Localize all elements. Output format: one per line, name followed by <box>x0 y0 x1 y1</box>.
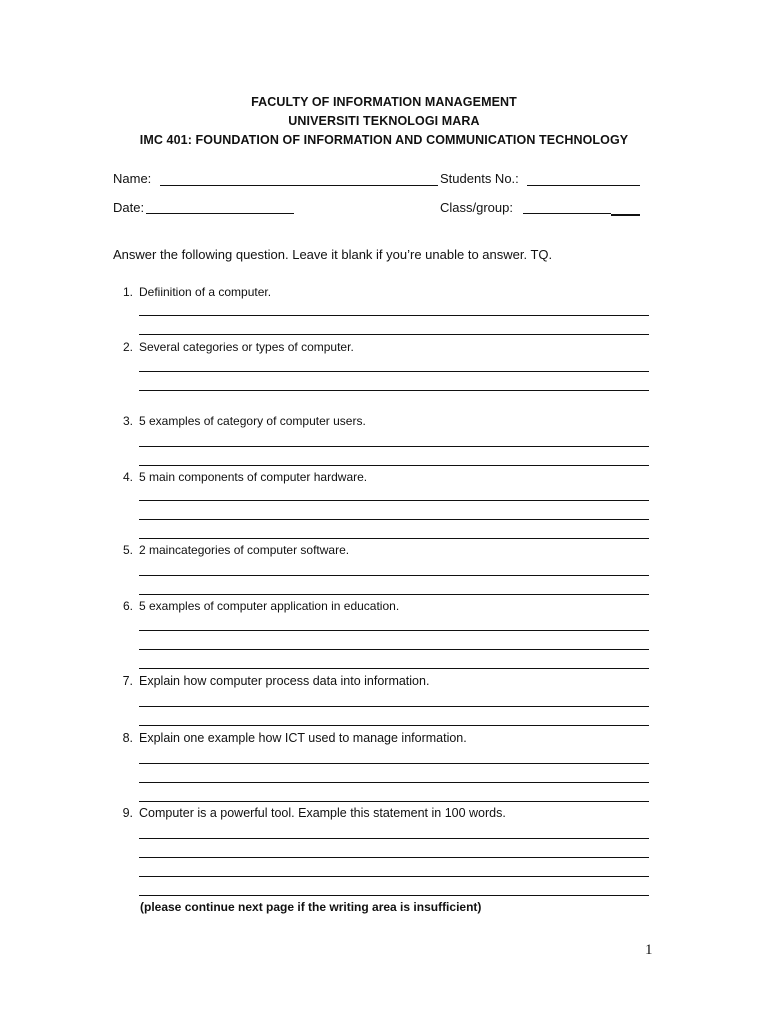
answer-line[interactable] <box>139 895 649 896</box>
question-number: 9. <box>122 806 133 820</box>
answer-line[interactable] <box>139 315 649 316</box>
university-heading: UNIVERSITI TEKNOLOGI MARA <box>288 114 480 128</box>
date-label: Date: <box>113 200 145 215</box>
students-no-label: Students No.: <box>440 171 519 186</box>
continue-note: (please continue next page if the writing area is insufficient) <box>140 900 482 914</box>
question-number: 3. <box>122 414 133 428</box>
name-field[interactable] <box>160 185 438 186</box>
answer-line[interactable] <box>139 801 649 802</box>
answer-line[interactable] <box>139 668 649 669</box>
answer-line[interactable] <box>139 390 649 391</box>
question-text: 5 examples of computer application in education. <box>139 599 400 613</box>
answer-line[interactable] <box>139 838 649 839</box>
answer-line[interactable] <box>139 538 649 539</box>
question-text: Defiinition of a computer. <box>139 285 272 299</box>
answer-line[interactable] <box>139 575 649 576</box>
question-number: 8. <box>122 731 133 745</box>
faculty-heading: FACULTY OF INFORMATION MANAGEMENT <box>251 95 517 109</box>
students-no-field[interactable] <box>527 185 640 186</box>
page-number: 1 <box>645 942 653 958</box>
class-group-field[interactable] <box>523 213 611 214</box>
answer-line[interactable] <box>139 334 649 335</box>
instructions-text: Answer the following question. Leave it blank if you’re unable to answer. TQ. <box>113 247 553 262</box>
question-number: 5. <box>122 543 133 557</box>
course-heading: IMC 401: FOUNDATION OF INFORMATION AND COMMUNICATION TECHNOLOGY <box>139 133 629 147</box>
question-text: Explain how computer process data into information. <box>139 674 430 688</box>
answer-line[interactable] <box>139 371 649 372</box>
question-text: 5 main components of computer hardware. <box>139 470 368 484</box>
answer-line[interactable] <box>139 500 649 501</box>
answer-line[interactable] <box>139 857 649 858</box>
question-number: 2. <box>122 340 133 354</box>
class-group-label: Class/group: <box>440 200 513 215</box>
question-number: 4. <box>122 470 133 484</box>
answer-line[interactable] <box>139 706 649 707</box>
answer-line[interactable] <box>139 465 649 466</box>
question-text: Computer is a powerful tool. Example this statement in 100 words. <box>139 806 506 820</box>
question-number: 6. <box>122 599 133 613</box>
answer-line[interactable] <box>139 725 649 726</box>
answer-line[interactable] <box>139 519 649 520</box>
question-number: 1. <box>122 285 133 299</box>
answer-line[interactable] <box>139 594 649 595</box>
class-group-field-extension <box>611 214 640 216</box>
answer-line[interactable] <box>139 630 649 631</box>
question-text: Explain one example how ICT used to manage information. <box>139 731 467 745</box>
answer-line[interactable] <box>139 876 649 877</box>
answer-line[interactable] <box>139 763 649 764</box>
question-text: 5 examples of category of computer users. <box>139 414 366 428</box>
answer-line[interactable] <box>139 782 649 783</box>
question-text: 2 maincategories of computer software. <box>139 543 350 557</box>
question-text: Several categories or types of computer. <box>139 340 354 354</box>
name-label: Name: <box>113 171 152 186</box>
question-number: 7. <box>122 674 133 688</box>
answer-line[interactable] <box>139 649 649 650</box>
answer-line[interactable] <box>139 446 649 447</box>
date-field[interactable] <box>146 213 294 214</box>
